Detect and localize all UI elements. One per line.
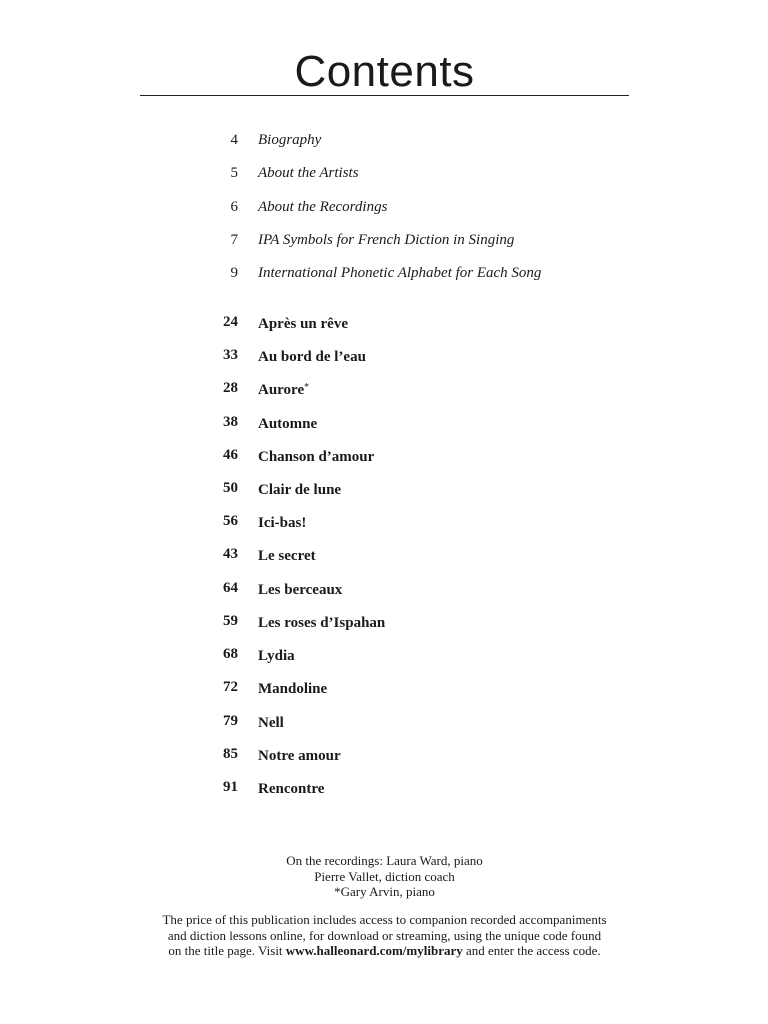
toc-entry-label — [258, 345, 366, 367]
note-line: and diction lessons online, for download or streaming, using the unique code found — [167, 927, 602, 943]
toc-entry-label — [258, 197, 387, 217]
toc-entry-title: Au bord de l’eau — [258, 349, 366, 366]
note-line — [120, 943, 649, 959]
toc-page-number: 28 — [223, 380, 238, 397]
toc-page-number: 5 — [230, 165, 238, 182]
toc-entry-title: Nell — [258, 714, 284, 731]
page-title: Contents — [294, 47, 475, 96]
toc-entry-title: Aurore — [258, 382, 305, 399]
toc-entry-title: Les roses d’Ispahan — [258, 614, 386, 631]
toc-song-entry[interactable] — [200, 478, 620, 498]
toc-entry-label — [258, 644, 295, 666]
toc-page-number: 7 — [230, 231, 238, 248]
toc-song-entry[interactable] — [200, 378, 620, 398]
toc-page-number: 4 — [230, 132, 238, 148]
toc-song-entry[interactable] — [200, 677, 620, 697]
asterisk-mark: * — [304, 382, 310, 394]
toc-page-number: 6 — [230, 198, 238, 215]
toc-entry-label — [258, 711, 284, 733]
toc-entry-label — [258, 511, 306, 533]
toc-entry-label — [258, 445, 374, 467]
toc-page-number: 50 — [223, 480, 238, 497]
access-note — [120, 912, 649, 959]
toc-entry-label — [258, 263, 541, 283]
toc-entry-title: Ici-bas! — [258, 515, 307, 532]
toc-song-entry[interactable] — [200, 445, 620, 465]
toc-entry-label — [258, 744, 341, 766]
toc-entry-label — [258, 777, 324, 799]
toc-entry-title: About the Recordings — [258, 198, 388, 215]
toc-song-entry[interactable] — [200, 744, 620, 764]
toc-song-entry[interactable] — [200, 777, 620, 797]
toc-page-number: 38 — [223, 413, 238, 430]
toc-page-number: 85 — [223, 745, 238, 762]
title-divider — [140, 95, 629, 96]
note-line: The price of this publication includes access to companion recorded accompaniments — [162, 912, 607, 927]
toc-page-number: 33 — [223, 347, 238, 364]
toc-entry-title: Le secret — [258, 548, 316, 565]
toc-entry-label — [258, 478, 341, 500]
toc-page-number: 91 — [223, 778, 238, 795]
toc-entry-label — [258, 578, 342, 600]
toc-page-number: 56 — [223, 513, 238, 530]
toc-entry-label — [258, 130, 321, 150]
toc-entry-label — [258, 312, 348, 334]
toc-entry-title: About the Artists — [258, 165, 359, 182]
toc-page-number: 9 — [230, 265, 238, 281]
toc-entry-title: Lydia — [258, 648, 295, 665]
toc-entry-label — [258, 412, 317, 434]
toc-page-number: 24 — [223, 314, 238, 330]
toc-song-entry[interactable] — [200, 511, 620, 531]
toc-page-number: 72 — [223, 679, 238, 696]
toc-entry-title: Chanson d’amour — [258, 448, 375, 465]
toc-entry-label — [258, 230, 514, 250]
library-url-link[interactable]: www.halleonard.com/mylibrary — [285, 943, 463, 958]
toc-entry-label — [258, 378, 309, 400]
toc-page-number: 46 — [223, 446, 238, 463]
toc-song-entry[interactable] — [200, 611, 620, 631]
toc-entry-title: Rencontre — [258, 780, 325, 797]
toc-song-entry[interactable] — [200, 578, 620, 598]
credit-line: On the recordings: Laura Ward, piano — [286, 853, 483, 868]
toc-entry-label — [258, 544, 316, 566]
recording-credits — [140, 853, 629, 900]
toc-song-entry[interactable] — [200, 644, 620, 664]
toc-song-entry[interactable] — [200, 345, 620, 365]
toc-front-entry[interactable] — [200, 163, 620, 183]
toc-entry-title: Biography — [258, 132, 322, 148]
toc-page-number: 64 — [223, 579, 238, 596]
note-text: on the title page. Visit — [168, 943, 286, 958]
toc-song-entry[interactable] — [200, 412, 620, 432]
toc-song-entry[interactable] — [200, 544, 620, 564]
toc-entry-title: Notre amour — [258, 747, 341, 764]
toc-song-entry[interactable] — [200, 312, 620, 332]
toc-entry-title: International Phonetic Alphabet for Each Song — [258, 265, 542, 281]
toc-page-number: 68 — [223, 646, 238, 663]
toc-entry-title: Les berceaux — [258, 581, 343, 598]
toc-entry-title: Mandoline — [258, 681, 328, 698]
toc-entry-title: Clair de lune — [258, 482, 342, 499]
toc-front-entry[interactable] — [200, 130, 620, 150]
toc-front-entry[interactable] — [200, 263, 620, 283]
toc-front-entry[interactable] — [200, 197, 620, 217]
note-text: and enter the access code. — [462, 943, 601, 958]
toc-page-number: 43 — [223, 546, 238, 563]
toc-entry-label — [258, 163, 359, 183]
toc-page-number: 59 — [223, 612, 238, 629]
toc-entry-label — [258, 611, 385, 633]
toc-entry-label — [258, 677, 327, 699]
toc-entry-title: Après un rêve — [258, 316, 348, 332]
toc-song-entry[interactable] — [200, 711, 620, 731]
toc-front-entry[interactable] — [200, 230, 620, 250]
toc-page-number: 79 — [223, 712, 238, 729]
credit-line: Pierre Vallet, diction coach — [314, 868, 455, 884]
credit-line: *Gary Arvin, piano — [334, 884, 435, 899]
toc-entry-title: Automne — [258, 415, 318, 432]
toc-entry-title: IPA Symbols for French Diction in Singing — [258, 231, 515, 248]
